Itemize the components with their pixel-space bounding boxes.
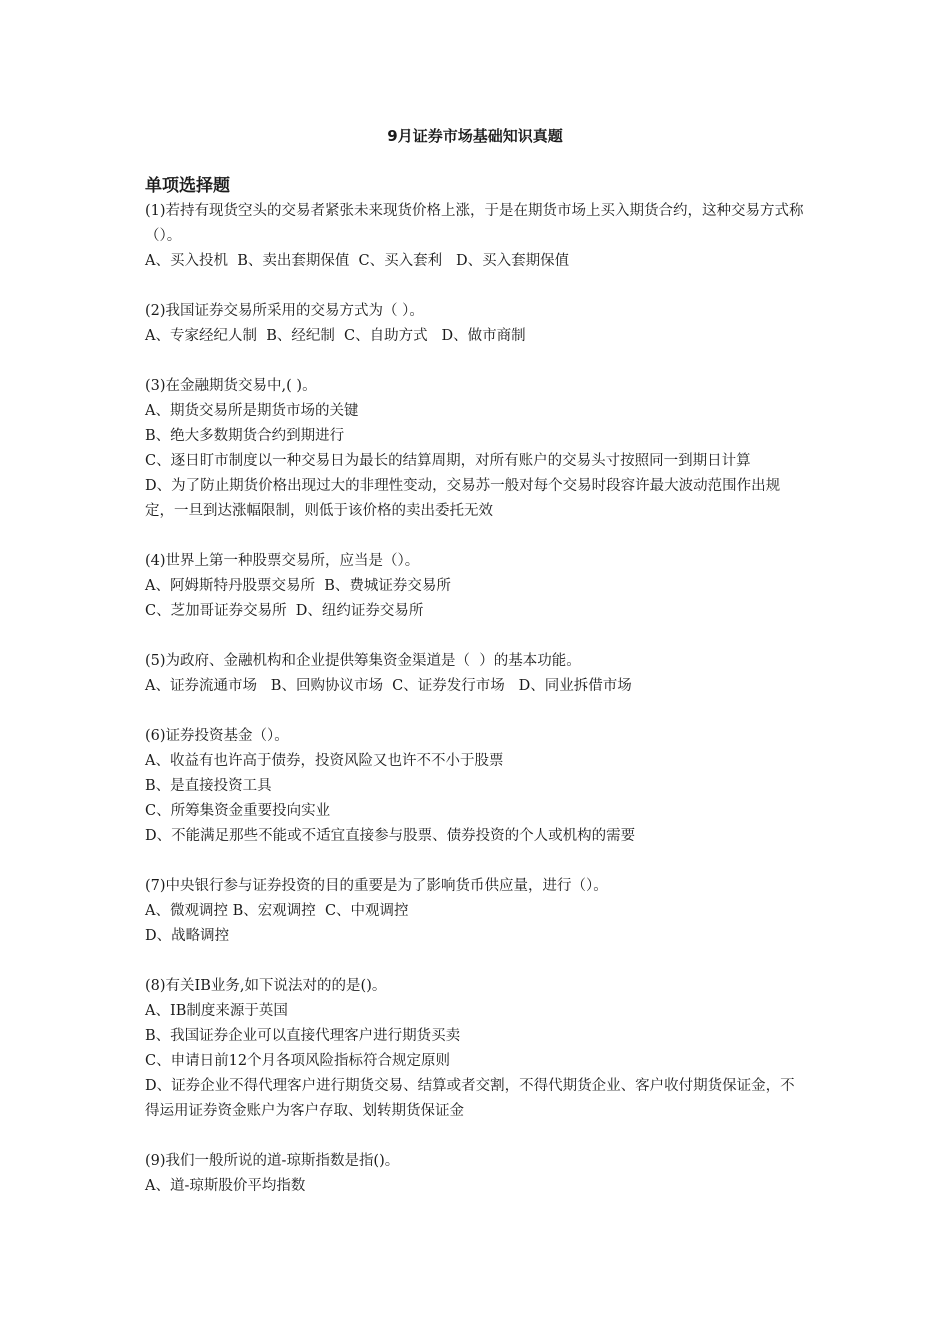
answer-option-line: A、期货交易所是期货市场的关键	[145, 403, 359, 419]
section-heading: 单项选择题	[145, 176, 230, 196]
question-stem: (5)为政府、金融机构和企业提供筹集资金渠道是（ ）的基本功能。	[145, 653, 581, 669]
answer-option-line: A、证券流通市场 B、回购协议市场 C、证券发行市场 D、同业拆借市场	[145, 678, 632, 694]
answer-option-line: D、证券企业不得代理客户进行期货交易、结算或者交割，不得代期货企业、客户收付期货保证金，不得运用证券资金账户为客户存取、划转期货保证金	[145, 1078, 795, 1119]
answer-option-line: A、阿姆斯特丹股票交易所 B、费城证券交易所	[145, 578, 451, 594]
answer-option-line: B、是直接投资工具	[145, 778, 272, 794]
question-item	[145, 649, 805, 699]
answer-option-line: A、专家经纪人制 B、经纪制 C、自助方式 D、做市商制	[145, 328, 526, 344]
question-stem: (3)在金融期货交易中,( )。	[145, 378, 317, 394]
answer-option-line: A、买入投机 B、卖出套期保值 C、买入套利 D、买入套期保值	[145, 253, 570, 269]
document-title: 9月证券市场基础知识真题	[387, 127, 563, 145]
question-item	[145, 549, 805, 624]
answer-option-line: A、IB制度来源于英国	[145, 1003, 288, 1019]
answer-option-line: C、申请日前12个月各项风险指标符合规定原则	[145, 1053, 451, 1069]
answer-option-line: D、为了防止期货价格出现过大的非理性变动，交易苏一般对每个交易时段容许最大波动范围作出规定，一旦到达涨幅限制，则低于该价格的卖出委托无效	[145, 478, 781, 519]
question-stem: (8)有关IB业务,如下说法对的的是()。	[145, 978, 387, 994]
answer-option-line: A、微观调控 B、宏观调控 C、中观调控	[145, 903, 409, 919]
question-stem: (1)若持有现货空头的交易者紧张未来现货价格上涨，于是在期货市场上买入期货合约，这种交易方式称（）。	[145, 203, 804, 244]
answer-option-line: A、道-琼斯股价平均指数	[145, 1178, 306, 1194]
answer-option-line: D、战略调控	[145, 928, 230, 944]
question-item	[145, 974, 805, 1124]
question-item	[145, 299, 805, 349]
answer-option-line: D、不能满足那些不能或不适宜直接参与股票、债券投资的个人或机构的需要	[145, 828, 636, 844]
question-item	[145, 874, 805, 949]
question-stem: (9)我们一般所说的道-琼斯指数是指()。	[145, 1153, 400, 1169]
answer-option-line: C、逐日盯市制度以一种交易日为最长的结算周期，对所有账户的交易头寸按照同一到期日计算	[145, 453, 751, 469]
answer-option-line: C、所筹集资金重要投向实业	[145, 803, 331, 819]
question-stem: (6)证券投资基金（）。	[145, 728, 289, 744]
question-item	[145, 1149, 805, 1199]
answer-option-line: B、绝大多数期货合约到期进行	[145, 428, 345, 444]
answer-option-line: C、芝加哥证券交易所 D、纽约证券交易所	[145, 603, 424, 619]
question-stem: (2)我国证券交易所采用的交易方式为（ ）。	[145, 303, 424, 319]
question-list	[145, 199, 805, 1224]
question-stem: (4)世界上第一种股票交易所，应当是（）。	[145, 553, 420, 569]
question-stem: (7)中央银行参与证券投资的目的重要是为了影响货币供应量，进行（）。	[145, 878, 608, 894]
answer-option-line: B、我国证券企业可以直接代理客户进行期货买卖	[145, 1028, 461, 1044]
answer-option-line: A、收益有也许高于债券，投资风险又也许不不小于股票	[145, 753, 504, 769]
question-item	[145, 724, 805, 849]
question-item	[145, 199, 805, 274]
question-item	[145, 374, 805, 524]
